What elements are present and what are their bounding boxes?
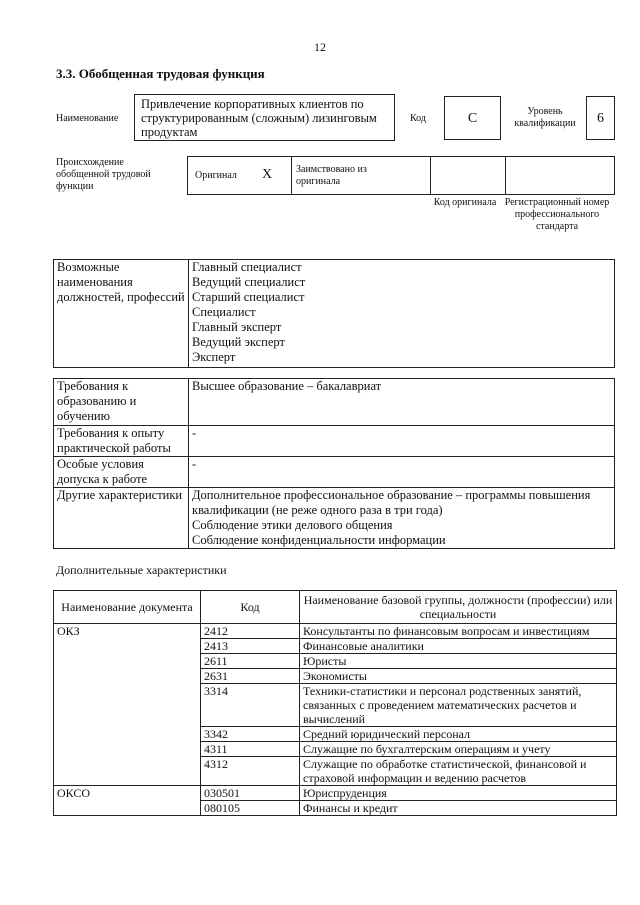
positions-list xyxy=(189,260,615,368)
page-number: 12 xyxy=(314,40,326,54)
additional-table xyxy=(53,590,617,816)
original-label: Оригинал xyxy=(195,170,237,181)
list-item: Старший специалист xyxy=(192,290,305,304)
divider xyxy=(291,157,292,194)
header-code: Код xyxy=(201,591,300,624)
requirement-line: Соблюдение этики делового общения xyxy=(192,518,393,532)
requirement-label: Требования к опыту практической работы xyxy=(54,426,189,457)
code-original-label: Код оригинала xyxy=(433,197,497,208)
reg-number-label: Регистрационный номер профессионального стандарта xyxy=(504,197,610,232)
code-cell: 2413 xyxy=(201,639,300,654)
additional-title: Дополнительные характеристики xyxy=(56,563,227,577)
original-mark: X xyxy=(262,167,273,182)
list-item: Специалист xyxy=(192,305,256,319)
requirement-line: Соблюдение конфиденциальности информации xyxy=(192,533,446,547)
requirement-value xyxy=(189,488,615,549)
code-cell: 3342 xyxy=(201,727,300,742)
requirement-value xyxy=(189,457,615,488)
requirement-label: Другие характеристики xyxy=(54,488,189,549)
list-item: Ведущий эксперт xyxy=(192,335,285,349)
positions-table xyxy=(53,259,615,368)
level-value: 6 xyxy=(586,96,615,140)
name-cell: Средний юридический персонал xyxy=(300,727,617,742)
name-cell: Экономисты xyxy=(300,669,617,684)
table-row xyxy=(54,488,615,549)
level-label: Уровень квалификации xyxy=(514,106,576,129)
code-value: C xyxy=(444,96,501,140)
name-cell: Юриспруденция xyxy=(300,786,617,801)
code-cell: 4312 xyxy=(201,757,300,786)
requirement-line: - xyxy=(192,426,197,440)
origin-table xyxy=(187,156,615,195)
code-cell: 080105 xyxy=(201,801,300,816)
name-cell: Финансовые аналитики xyxy=(300,639,617,654)
table-row xyxy=(54,426,615,457)
requirement-line: Дополнительное профессиональное образование – программы повышения квалификации (не реже одного раза в три года) xyxy=(192,488,591,517)
header-name: Наименование базовой группы, должности (профессии) или специальности xyxy=(300,591,617,624)
table-row xyxy=(54,624,617,639)
requirements-table xyxy=(53,378,615,549)
code-cell: 2611 xyxy=(201,654,300,669)
code-cell: 3314 xyxy=(201,684,300,727)
doc-cell: ОКСО xyxy=(54,786,201,816)
divider xyxy=(505,157,506,194)
requirement-label: Особые условия допуска к работе xyxy=(54,457,189,488)
list-item: Эксперт xyxy=(192,350,236,364)
table-row xyxy=(54,786,617,801)
code-cell: 030501 xyxy=(201,786,300,801)
name-value: Привлечение корпоративных клиентов по структурированным (сложным) лизинговым продуктам xyxy=(134,94,395,141)
name-label: Наименование xyxy=(56,113,119,124)
requirement-line: - xyxy=(192,457,197,471)
name-cell: Консультанты по финансовым вопросам и инвестициям xyxy=(300,624,617,639)
section-title: 3.3. Обобщенная трудовая функция xyxy=(56,66,265,81)
requirement-line: Высшее образование – бакалавриат xyxy=(192,379,382,393)
divider xyxy=(430,157,431,194)
list-item: Главный эксперт xyxy=(192,320,282,334)
header-document: Наименование документа xyxy=(54,591,201,624)
requirement-value xyxy=(189,379,615,426)
code-cell: 4311 xyxy=(201,742,300,757)
table-row xyxy=(54,260,615,368)
name-cell: Служащие по бухгалтерским операциям и учету xyxy=(300,742,617,757)
list-item: Главный специалист xyxy=(192,260,302,274)
table-header-row xyxy=(54,591,617,624)
code-cell: 2412 xyxy=(201,624,300,639)
origin-label: Происхождение обобщенной трудовой функции xyxy=(56,157,151,192)
requirement-value xyxy=(189,426,615,457)
borrowed-label: Заимствовано из оригинала xyxy=(296,164,367,187)
name-cell: Техники-статистики и персонал родственных занятий, связанных с проведением математических расчетов и вычислений xyxy=(300,684,617,727)
positions-label: Возможные наименования должностей, профессий xyxy=(54,260,189,368)
code-cell: 2631 xyxy=(201,669,300,684)
table-row xyxy=(54,457,615,488)
name-cell: Служащие по обработке статистической, финансовой и страховой информации и ведению расчетов xyxy=(300,757,617,786)
requirement-label: Требования к образованию и обучению xyxy=(54,379,189,426)
doc-cell: ОКЗ xyxy=(54,624,201,786)
code-label: Код xyxy=(410,113,426,124)
table-row xyxy=(54,379,615,426)
list-item: Ведущий специалист xyxy=(192,275,306,289)
name-cell: Юристы xyxy=(300,654,617,669)
name-cell: Финансы и кредит xyxy=(300,801,617,816)
